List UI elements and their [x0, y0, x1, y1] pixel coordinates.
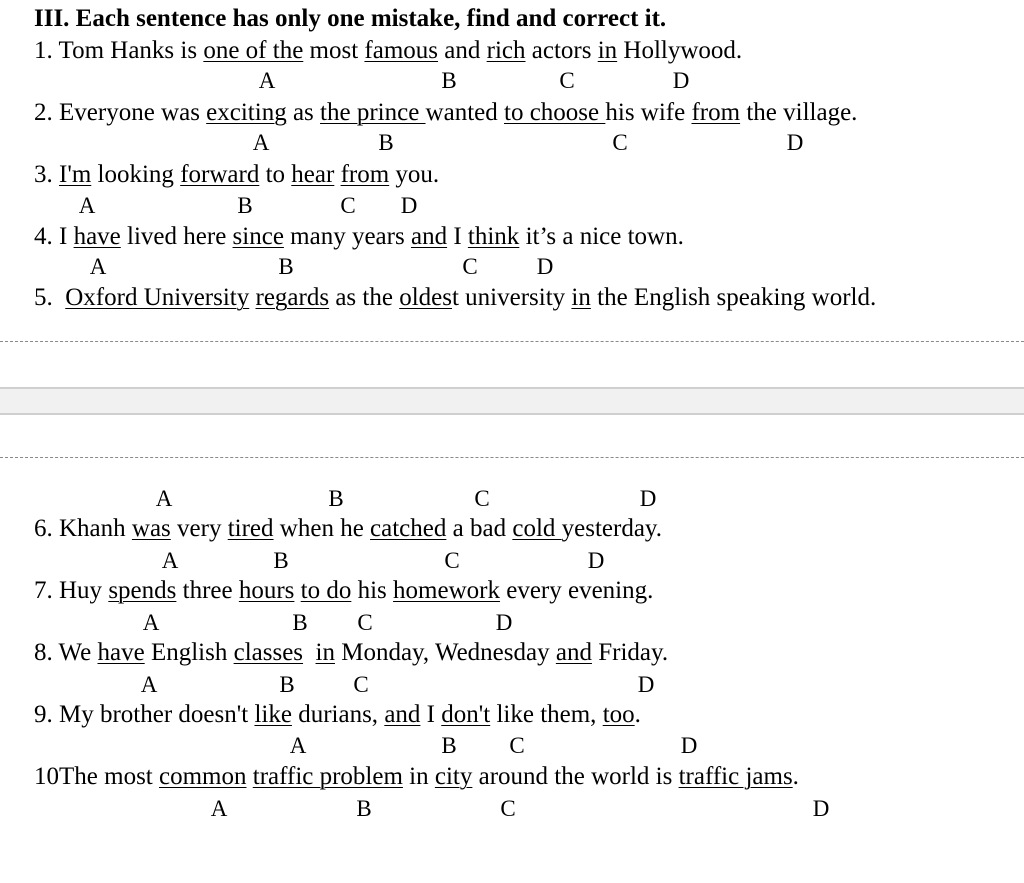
sentence-3: [34, 160, 439, 190]
option-label-d: D: [495, 610, 513, 635]
sentence-text: lived here: [120, 223, 233, 250]
option-label-d: D: [400, 193, 418, 218]
sentence-text: Monday, Wednesday: [334, 639, 556, 666]
underlined-option: common: [159, 763, 247, 790]
sentence-text: as the: [329, 284, 400, 311]
option-label-c: C: [357, 610, 373, 635]
sentence-text: to: [259, 161, 292, 188]
underlined-option: like: [254, 701, 292, 728]
option-label-c: C: [612, 130, 628, 155]
underlined-option: traffic problem: [252, 763, 403, 790]
sentence-text: 10The most: [34, 763, 159, 790]
option-label-c: C: [340, 193, 356, 218]
sentence-10: [34, 762, 799, 792]
underlined-option: in: [597, 37, 618, 64]
sentence-6: [34, 514, 662, 544]
page-break-top: [0, 341, 1024, 342]
page-gap: [0, 387, 1024, 415]
option-label-a: A: [252, 130, 270, 155]
underlined-option: Oxford University: [65, 284, 250, 311]
option-label-d: D: [639, 486, 657, 511]
sentence-text: the village.: [740, 99, 858, 126]
option-label-c: C: [509, 733, 525, 758]
underlined-option: one of the: [203, 37, 304, 64]
sentence-text: 5.: [34, 284, 66, 311]
sentence-text: Hollywood.: [617, 37, 743, 64]
option-label-d: D: [637, 672, 655, 697]
option-label-b: B: [237, 193, 253, 218]
option-label-b: B: [378, 130, 394, 155]
option-label-c: C: [559, 68, 575, 93]
sentence-5: [34, 283, 876, 313]
page-break-bottom: [0, 457, 1024, 458]
option-label-a: A: [258, 68, 276, 93]
option-label-a: A: [289, 733, 307, 758]
underlined-option: don't: [441, 701, 491, 728]
sentence-text: as: [286, 99, 321, 126]
sentence-text: his wife: [605, 99, 692, 126]
underlined-option: regards: [255, 284, 330, 311]
sentence-text: [303, 639, 316, 666]
underlined-option: hear: [291, 161, 335, 188]
sentence-text: t university: [451, 284, 572, 311]
sentence-text: many years: [283, 223, 411, 250]
option-label-b: B: [279, 672, 295, 697]
underlined-option: and: [410, 223, 448, 250]
underlined-option: exciting: [206, 99, 287, 126]
sentence-text: wanted: [425, 99, 504, 126]
underlined-option: too: [602, 701, 635, 728]
underlined-option: traffic jams: [678, 763, 793, 790]
sentence-text: 2. Everyone was: [34, 99, 207, 126]
option-label-a: A: [161, 548, 179, 573]
option-label-b: B: [278, 254, 294, 279]
underlined-option: cold: [512, 515, 562, 542]
sentence-text: 1. Tom Hanks is: [34, 37, 204, 64]
underlined-option: from: [691, 99, 741, 126]
option-label-b: B: [292, 610, 308, 635]
underlined-option: homework: [393, 577, 500, 604]
underlined-option: from: [340, 161, 390, 188]
sentence-text: English: [144, 639, 234, 666]
sentence-text: .: [792, 763, 799, 790]
underlined-option: catched: [370, 515, 447, 542]
underlined-option: have: [97, 639, 145, 666]
underlined-option: to do: [300, 577, 352, 604]
option-label-d: D: [812, 796, 830, 821]
sentence-text: his: [351, 577, 394, 604]
option-label-c: C: [474, 486, 490, 511]
option-label-a: A: [140, 672, 158, 697]
option-label-b: B: [441, 68, 457, 93]
underlined-option: tired: [227, 515, 274, 542]
option-label-a: A: [78, 193, 96, 218]
underlined-option: since: [232, 223, 284, 250]
sentence-1: [34, 36, 742, 66]
underlined-option: was: [131, 515, 171, 542]
sentence-text: I: [447, 223, 468, 250]
option-label-d: D: [672, 68, 690, 93]
underlined-option: city: [434, 763, 473, 790]
sentence-text: actors: [525, 37, 598, 64]
option-label-a: A: [142, 610, 160, 635]
sentence-text: looking: [91, 161, 181, 188]
option-label-a: A: [89, 254, 107, 279]
sentence-text: like them,: [490, 701, 603, 728]
sentence-text: in: [402, 763, 435, 790]
option-label-d: D: [536, 254, 554, 279]
sentence-text: when he: [273, 515, 371, 542]
underlined-option: think: [467, 223, 520, 250]
underlined-option: classes: [233, 639, 304, 666]
underlined-option: in: [315, 639, 335, 666]
sentence-text: it’s a nice town.: [519, 223, 684, 250]
underlined-option: spends: [108, 577, 177, 604]
exercise-title: III. Each sentence has only one mistake, find and correct it.: [34, 5, 667, 32]
option-label-c: C: [462, 254, 478, 279]
sentence-text: 4. I: [34, 223, 74, 250]
option-label-b: B: [356, 796, 372, 821]
sentence-text: around the world is: [472, 763, 679, 790]
underlined-option: the prince: [320, 99, 426, 126]
sentence-text: 8. We: [34, 639, 98, 666]
sentence-text: every evening.: [499, 577, 654, 604]
option-label-c: C: [500, 796, 516, 821]
underlined-option: have: [73, 223, 121, 250]
sentence-text: .: [634, 701, 641, 728]
sentence-text: and: [438, 37, 487, 64]
sentence-text: 7. Huy: [34, 577, 109, 604]
sentence-text: 3.: [34, 161, 59, 188]
option-label-c: C: [444, 548, 460, 573]
sentence-4: [34, 222, 684, 252]
underlined-option: famous: [364, 37, 439, 64]
sentence-text: yesterday.: [561, 515, 663, 542]
sentence-text: Friday.: [591, 639, 669, 666]
sentence-text: 9. My brother doesn't: [34, 701, 255, 728]
underlined-option: in: [571, 284, 591, 311]
sentence-text: I: [420, 701, 442, 728]
option-label-b: B: [441, 733, 457, 758]
option-label-c: C: [353, 672, 369, 697]
option-label-d: D: [587, 548, 605, 573]
sentence-text: most: [303, 37, 365, 64]
sentence-2: [34, 98, 857, 128]
underlined-option: and: [384, 701, 421, 728]
option-label-d: D: [680, 733, 698, 758]
sentence-text: the English speaking world.: [590, 284, 877, 311]
option-label-a: A: [210, 796, 228, 821]
option-label-b: B: [328, 486, 344, 511]
option-label-d: D: [786, 130, 804, 155]
underlined-option: rich: [486, 37, 526, 64]
option-label-b: B: [273, 548, 289, 573]
underlined-option: to choose: [504, 99, 606, 126]
underlined-option: hours: [238, 577, 295, 604]
sentence-text: you.: [389, 161, 440, 188]
option-label-a: A: [155, 486, 173, 511]
underlined-option: and: [555, 639, 592, 666]
sentence-text: a bad: [446, 515, 513, 542]
underlined-option: oldes: [399, 284, 452, 311]
underlined-option: forward: [180, 161, 260, 188]
sentence-7: [34, 576, 653, 606]
sentence-text: 6. Khanh: [34, 515, 132, 542]
sentence-text: three: [176, 577, 239, 604]
sentence-text: durians,: [291, 701, 385, 728]
underlined-option: I'm: [59, 161, 92, 188]
sentence-text: very: [170, 515, 228, 542]
sentence-8: [34, 638, 668, 668]
sentence-9: [34, 700, 641, 730]
